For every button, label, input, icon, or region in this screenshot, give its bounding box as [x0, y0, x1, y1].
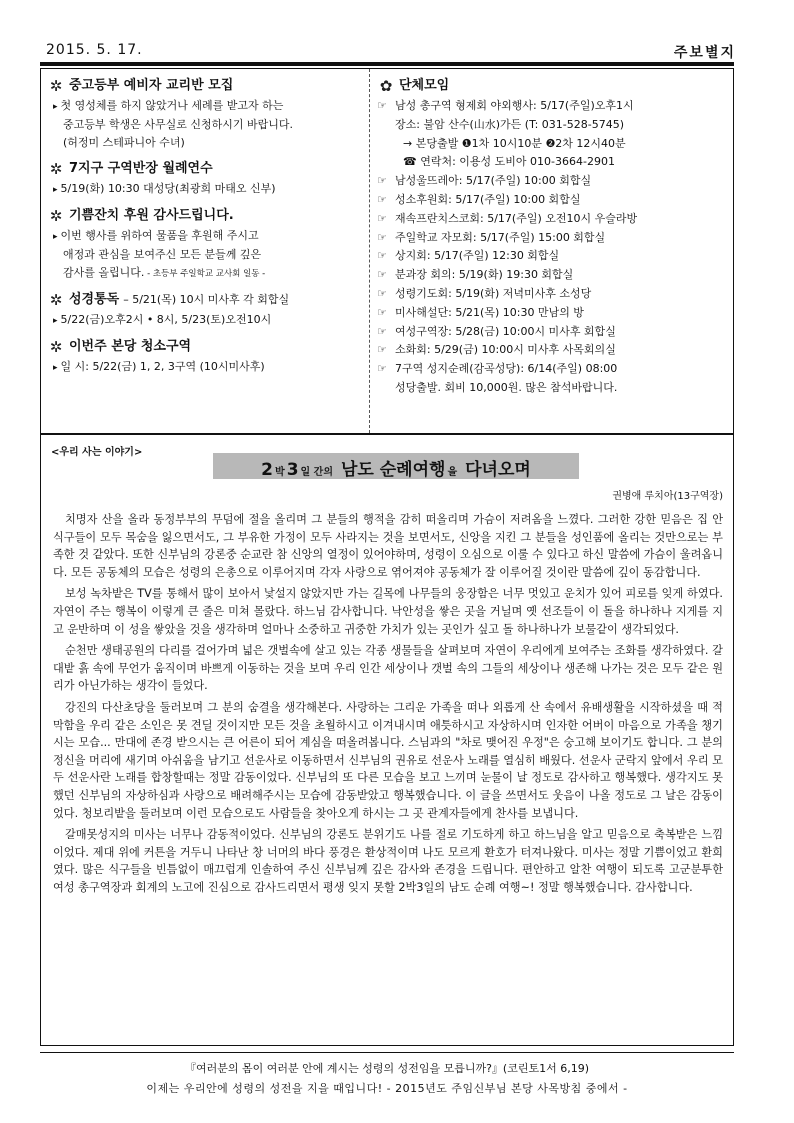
pointing-hand-icon: ☞: [377, 99, 387, 112]
story-paragraph: 갈매못성지의 미사는 너무나 감동적이었다. 신부님의 강론도 분위기도 나를 절로 기도하게 하고 하느님을 알고 믿음으로 축복받은 느낌이었다. 제대 위에 커튼을 거두니 나타난 창 너머의 바다 풍경은 환상적이며 나도 모르게 환호가 터져나왔다. 미사는 정말 기쁨이었고 환희였다. 많은 식구들을 빈틈없이 매끄럽게 인솔하여 주신 신부님께 깊은 감사와 존경을 드립니다. 편안하고 알찬 여행이 되도록 고군분투한 여성 총구역장과 회계의 노고에 진심으로 감사드리면서 평생 잊지 못할 2박3일의 남도 순례 여행~! 정말 행복했습니다. 감사합니다.: [53, 828, 723, 894]
pointing-hand-icon: ☞: [377, 305, 387, 319]
section-heading: ✿ 단체모임: [377, 75, 729, 97]
pointing-hand-icon: ☞: [377, 192, 387, 206]
story-tag: <우리 사는 이야기>: [51, 447, 143, 458]
sparkle-icon: ✲: [49, 207, 63, 225]
notice-line: ▸ 5/19(화) 10:30 대성당(최광희 마태오 신부): [47, 180, 363, 199]
meeting-detail: 성당출발. 회비 10,000원. 많은 참석바랍니다.: [395, 380, 618, 394]
pointing-hand-icon: ☞: [377, 268, 387, 282]
pointing-hand-icon: ☞: [377, 249, 387, 263]
meeting-item: ☞ 성령기도회: 5/19(화) 저녁미사후 소성당: [377, 285, 729, 304]
story-paragraph: 강진의 다산초당을 둘러보며 그 분의 숨결을 생각해본다. 사랑하는 그리운 가족을 떠나 외롭게 산 속에서 유배생활을 시작하셨을 때 적막함을 우리 같은 소인은 못 견딜 것이지만 모든 것을 초월하시고 이겨내시며 애틋하시고 자상하시며 인자한 어버이 마음으로 가족을 챙기시는 모습... 만대에 존경 받으시는 큰 어른이 되어 계심을 떠올려봅니다. 스님과의 "차로 맺어진 우정"은 숭고해 보이기도 합니다. 그 분의 정신을 머리에 새기며 아쉬움을 남기고 선운사로 이동하면서 신부님의 권유로 선운사 노래를 열심히 배웠다. 선운사 군락지 앞에서 우리 모두 선운사란 노래를 합창할때는 정말 감동이었다. 신부님의 또 다른 모습을 보고 느끼며 눈물이 날 정도로 감사하고 행복했다. 생각지도 못했던 신부님의 자상하심과 사랑으로 배려해주시는 모습에 감동받았고 행복했습니다. 이 글을 쓰면서도 웃음이 나올 정도로 그 날은 감동이었다. 청보리밭을 둘러보며 이런 모습으로도 사람들을 찾아오게 하시는 그 곳 관계자들에게 찬사를 보냅니다.: [53, 700, 723, 820]
right-column: [377, 75, 729, 398]
story-body: [53, 511, 723, 900]
story-paragraph: 보성 녹차밭은 TV를 통해서 많이 보아서 낯설지 않았지만 가는 길목에 나무들의 웅장함은 너무 멋있고 운치가 있어 피로를 잊게 하였다. 자연이 주는 행복이 이렇게 큰 줄은 미쳐 몰랐다. 하느님 감사합니다. 낙안성을 쌓은 곳을 거닐며 옛 선조들이 이 돌을 하나하나 지게를 지고 운반하며 이 성을 쌓았을 것을 생각하며 얼마나 소중하고 귀중한 가치가 있는 곳인가 싶고 돌 하나하나가 보물같이 생각되었다.: [53, 587, 723, 636]
meeting-item: ☞ 주일학교 자모회: 5/17(주일) 15:00 회합실: [377, 229, 729, 248]
section-heading: ✲ 중고등부 예비자 교리반 모집: [47, 75, 363, 97]
notice-line: 중고등부 학생은 사무실로 신청하시기 바랍니다.: [63, 118, 294, 131]
pointing-hand-icon: ☞: [377, 286, 387, 300]
flower-icon: ✿: [379, 76, 393, 95]
notice-line: ▸ 일 시: 5/22(금) 1, 2, 3구역 (10시미사후): [47, 358, 363, 377]
bulletin-title: 주보별지: [673, 45, 736, 61]
pointing-hand-icon: ☞: [377, 343, 387, 357]
meeting-item: ☞ 미사해설단: 5/21(목) 10:30 만남의 방: [377, 304, 729, 323]
footer-rule: [40, 1052, 734, 1053]
story-paragraph: 순천만 생태공원의 다리를 걸어가며 넓은 갯벌속에 살고 있는 각종 생물들을 살펴보며 자연이 우리에게 보여주는 조화를 생각하였다. 갈대밭 흙 속에 무언가 움직이며 바쁘게 이동하는 것을 보며 우리 인간 세상이나 갯벌 속의 그들의 세상이나 생존해 나가는 것은 모두 같은 원리가 아닌가하는 생각이 들었다.: [53, 644, 723, 693]
notice-line: ▸ 첫 영성체를 하지 않았거나 세례를 받고자 하는: [47, 97, 363, 116]
pointing-hand-icon: ☞: [377, 211, 387, 225]
pointing-hand-icon: ☞: [377, 230, 387, 244]
story-title: 2 박 3 일 간의 남도 순례여행 을 다녀오며: [213, 453, 579, 479]
pointing-hand-icon: ☞: [377, 362, 387, 376]
sparkle-icon: ✲: [49, 291, 63, 309]
notice-line: 애정과 관심을 보여주신 모든 분들께 깊은: [63, 248, 262, 261]
pointing-hand-icon: ☞: [377, 324, 387, 338]
meeting-item: ☞ 분과장 회의: 5/19(화) 19:30 회합실: [377, 266, 729, 285]
issue-date: 2015. 5. 17.: [46, 42, 143, 58]
story-paragraph: 치명자 산을 올라 동정부부의 무덤에 절을 올리며 그 분들의 행적을 감히 떠올리며 가슴이 저려옴을 느꼈다. 그러한 강한 믿음은 집 안 식구들이 모두 목숨을 잃으면서도, 그 부유한 가정이 모두 사라지는 것을 보면서도, 신앙을 지킨 그 분들을 성인품에 올리는 것만으로는 부족한 것 같았다. 또한 신부님의 강론중 순교란 참 신앙의 열정이 있어야하며, 성령이 오심으로 이룰 수 있다고 하신 말씀에 가슴이 울려옵니다. 모든 공동체의 모습은 성령의 은총으로 이루어지며 각자 사랑으로 엮어져야 공동체가 잘 이루어질 것이란 말씀에 깊이 동감합니다.: [53, 513, 723, 579]
sparkle-icon: ✲: [49, 77, 63, 95]
meeting-item: ☞ 남성 총구역 형제회 야외행사: 5/17(주일)오후1시: [377, 97, 729, 116]
section-heading: ✲ 7지구 구역반장 월례연수: [47, 158, 363, 180]
sparkle-icon: ✲: [49, 338, 63, 356]
meeting-item: ☞ 7구역 성지순례(감곡성당): 6/14(주일) 08:00: [377, 360, 729, 379]
story-box: [40, 434, 734, 1046]
meeting-detail: → 본당출발 ❶1차 10시10분 ❷2차 12시40분: [403, 136, 626, 150]
footer-motto: 이제는 우리안에 성령의 성전을 지을 때입니다! - 2015년도 주임신부님 본당 사목방침 중에서 -: [146, 1082, 628, 1095]
meeting-detail: 장소: 불암 산수(山水)가든 (T: 031-528-5745): [395, 117, 625, 131]
meeting-item: ☞ 성소후원회: 5/17(주일) 10:00 회합실: [377, 191, 729, 210]
meeting-item: ☞ 여성구역장: 5/28(금) 10:00시 미사후 회합실: [377, 323, 729, 342]
sparkle-icon: ✲: [49, 160, 63, 178]
footer-scripture: 『여러분의 몸이 여러분 안에 계시는 성령의 성전임을 모릅니까?』(코린토1서 6,19): [184, 1062, 590, 1075]
meeting-item: ☞ 남성울뜨레아: 5/17(주일) 10:00 회합실: [377, 172, 729, 191]
signature-note: - 초등부 주일학교 교사회 일동 -: [144, 269, 266, 279]
meeting-item: ☞ 상지회: 5/17(주일) 12:30 회합실: [377, 247, 729, 266]
notices-box: [40, 68, 734, 434]
notice-line: 감사를 올립니다. - 초등부 주일학교 교사회 일동 -: [63, 266, 266, 279]
meeting-item: ☞ 재속프란치스코회: 5/17(주일) 오전10시 우슬라방: [377, 210, 729, 229]
notice-line: (허정미 스테파니아 수녀): [63, 136, 185, 149]
column-divider: [369, 69, 370, 433]
story-author: 권병애 루치아(13구역장): [612, 491, 723, 502]
meeting-detail: ☎ 연락처: 이용성 도비아 010-3664-2901: [403, 155, 615, 169]
header-rule: [40, 62, 734, 66]
section-heading: ✲ 이번주 본당 청소구역: [47, 336, 363, 358]
meeting-item: ☞ 소화회: 5/29(금) 10:00시 미사후 사목회의실: [377, 341, 729, 360]
pointing-hand-icon: ☞: [377, 174, 387, 188]
notice-line: ▸ 5/22(금)오후2시 • 8시, 5/23(토)오전10시: [47, 311, 363, 330]
notice-line: ▸ 이번 행사를 위하여 물품을 후원해 주시고: [47, 227, 363, 246]
section-heading: ✲ 성경통독 – 5/21(목) 10시 미사후 각 회합실: [47, 289, 363, 311]
left-column: [47, 75, 363, 377]
section-heading: ✲ 기쁨잔치 후원 감사드립니다.: [47, 205, 363, 227]
